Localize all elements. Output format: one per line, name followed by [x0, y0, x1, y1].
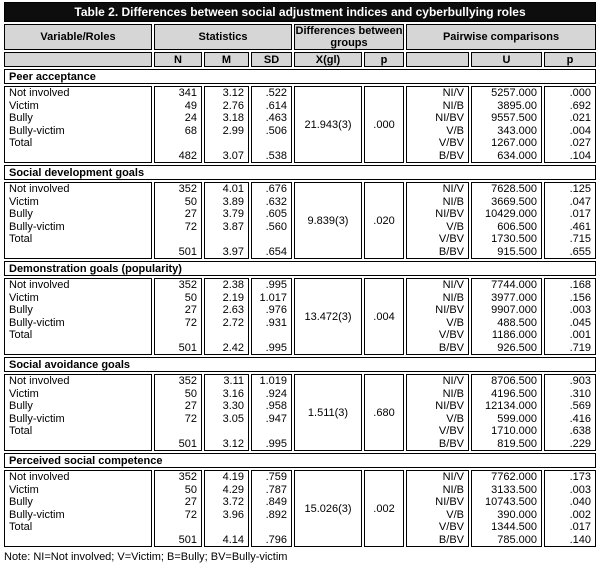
role-label: Bully [9, 208, 33, 220]
u-value: 7628.500 [491, 183, 537, 195]
pair-label: V/B [446, 316, 464, 329]
u-value: 5257.000 [491, 87, 537, 99]
m-value: 4.01 [222, 183, 244, 195]
subheader-blank-pairwise [406, 52, 469, 67]
m-value: 4.19 [222, 471, 244, 483]
u-value: 343.000 [497, 124, 537, 137]
sd-value: .787 [265, 483, 287, 496]
pair-p-value: .168 [569, 279, 592, 291]
u-value: 390.000 [497, 508, 537, 521]
m-value: 3.30 [222, 400, 244, 412]
m-value: 3.18 [222, 112, 244, 124]
pair-p-value: .003 [569, 483, 592, 496]
header-row-groups [4, 24, 596, 50]
section-data-row [4, 278, 596, 355]
n-value: 352 [178, 375, 197, 387]
pair-p-value: .017 [569, 521, 592, 533]
m-value: 4.29 [222, 483, 244, 496]
sd-value: .924 [265, 387, 287, 400]
roles-cell [4, 470, 152, 547]
p-cell: .020 [364, 182, 404, 259]
n-value: 352 [178, 183, 197, 195]
n-value [155, 137, 201, 150]
m-cell [204, 278, 249, 355]
sd-value: .995 [265, 279, 287, 291]
u-value: 7744.000 [491, 279, 537, 291]
n-cell [154, 86, 202, 163]
m-value: 3.12 [222, 437, 244, 450]
sd-value [252, 233, 291, 246]
sd-value: .463 [265, 112, 287, 124]
sd-cell [251, 86, 292, 163]
m-value: 3.07 [222, 149, 244, 162]
m-cell [204, 374, 249, 451]
sd-value: 1.019 [259, 375, 287, 387]
pair-p-value: .719 [569, 341, 592, 354]
subheader-n: N [154, 52, 202, 67]
pair-label: NI/BV [435, 304, 464, 316]
u-value: 606.500 [497, 220, 537, 233]
sd-cell [251, 374, 292, 451]
pair-p-value: .003 [569, 304, 592, 316]
u-value: 1267.000 [491, 137, 537, 149]
u-value: 488.500 [497, 316, 537, 329]
role-label: Total [9, 137, 33, 149]
pair-p-cell [544, 182, 596, 259]
sd-value: .931 [265, 316, 287, 329]
u-value: 3133.500 [491, 483, 537, 496]
pair-label: B/BV [438, 437, 464, 450]
subheader-sd: SD [251, 52, 292, 67]
pair-cell [406, 182, 469, 259]
role-label: Not involved [9, 183, 70, 195]
pair-p-value: .017 [569, 208, 592, 220]
role-label: Bully-victim [9, 124, 65, 137]
m-value: 2.76 [222, 99, 244, 112]
column-header-pairwise: Pairwise comparisons [406, 24, 596, 50]
pair-p-value: .310 [569, 387, 592, 400]
sd-cell [251, 470, 292, 547]
pair-p-value: .000 [569, 87, 592, 99]
n-value: 72 [184, 316, 197, 329]
pair-p-value: .715 [569, 233, 592, 245]
sd-cell [251, 278, 292, 355]
pair-p-cell [544, 86, 596, 163]
m-value: 3.72 [222, 496, 244, 508]
pair-label: NI/V [442, 375, 464, 387]
role-label [5, 342, 151, 355]
section-data-row [4, 374, 596, 451]
pair-p-value: .692 [569, 99, 592, 112]
n-value: 352 [178, 471, 197, 483]
role-label: Bully-victim [9, 412, 65, 425]
role-label: Total [9, 521, 33, 533]
n-value [155, 329, 201, 342]
n-value: 482 [178, 149, 197, 162]
pair-label: V/BV [438, 137, 464, 149]
pair-label: B/BV [438, 149, 464, 162]
subheader-p: p [364, 52, 404, 67]
roles-cell [4, 278, 152, 355]
section-header-row [4, 357, 596, 372]
role-label: Victim [9, 99, 39, 112]
u-value: 10429.000 [485, 208, 537, 220]
pair-label: NI/V [442, 87, 464, 99]
role-label: Victim [9, 483, 39, 496]
pair-cell [406, 278, 469, 355]
role-label [5, 246, 151, 259]
sd-value: .538 [265, 149, 287, 162]
m-value: 3.12 [222, 87, 244, 99]
section-header: Peer acceptance [4, 69, 596, 84]
pair-label: NI/V [442, 279, 464, 291]
table-title: Table 2. Differences between social adjustment indices and cyberbullying roles [4, 2, 596, 22]
xgl-cell: 9.839(3) [294, 182, 362, 259]
subheader-blank-roles [4, 52, 152, 67]
n-value [155, 521, 201, 534]
p-cell: .000 [364, 86, 404, 163]
pair-label: NI/B [442, 291, 464, 304]
n-value: 68 [184, 124, 197, 137]
subheader-p2: p [544, 52, 596, 67]
n-value [155, 233, 201, 246]
role-label: Total [9, 329, 33, 341]
pair-p-value: .125 [569, 183, 592, 195]
m-value [205, 233, 248, 246]
n-value: 352 [178, 279, 197, 291]
m-value: 2.42 [222, 341, 244, 354]
pair-cell [406, 374, 469, 451]
sd-value [252, 329, 291, 342]
m-value: 2.63 [222, 304, 244, 316]
xgl-cell: 21.943(3) [294, 86, 362, 163]
n-value: 50 [184, 387, 197, 400]
u-value: 9907.000 [491, 304, 537, 316]
results-table [2, 0, 598, 549]
m-cell [204, 86, 249, 163]
pair-p-value: .021 [569, 112, 592, 124]
xgl-cell: 13.472(3) [294, 278, 362, 355]
sd-value: .506 [265, 124, 287, 137]
pair-p-value: .638 [569, 425, 592, 437]
role-label: Bully [9, 400, 33, 412]
role-label: Not involved [9, 87, 70, 99]
sd-value [252, 521, 291, 534]
n-value: 27 [184, 496, 197, 508]
sd-value: .632 [265, 195, 287, 208]
n-cell [154, 278, 202, 355]
subheader-u: U [471, 52, 542, 67]
u-cell [471, 182, 542, 259]
n-value: 50 [184, 483, 197, 496]
m-value [205, 521, 248, 534]
u-value: 8706.500 [491, 375, 537, 387]
subheader-xgl: X(gl) [294, 52, 362, 67]
pair-p-value: .655 [569, 245, 592, 258]
pair-label: V/B [446, 412, 464, 425]
m-value: 2.19 [222, 291, 244, 304]
m-value: 2.99 [222, 124, 244, 137]
sd-value [252, 425, 291, 438]
p-cell: .680 [364, 374, 404, 451]
pair-p-value: .569 [569, 400, 592, 412]
u-value: 9557.500 [491, 112, 537, 124]
pair-label: V/BV [438, 521, 464, 533]
pair-label: B/BV [438, 533, 464, 546]
u-value: 12134.000 [485, 400, 537, 412]
m-cell [204, 470, 249, 547]
u-value: 915.500 [497, 245, 537, 258]
role-label: Bully [9, 112, 33, 124]
m-value: 3.16 [222, 387, 244, 400]
xgl-cell: 15.026(3) [294, 470, 362, 547]
u-value: 819.500 [497, 437, 537, 450]
n-value: 27 [184, 304, 197, 316]
pair-p-value: .004 [569, 124, 592, 137]
role-label: Victim [9, 387, 39, 400]
u-value: 1186.000 [491, 329, 537, 341]
n-value: 24 [184, 112, 197, 124]
sd-value [252, 137, 291, 150]
n-value: 50 [184, 291, 197, 304]
pair-label: NI/BV [435, 112, 464, 124]
n-value: 72 [184, 508, 197, 521]
n-value: 341 [178, 87, 197, 99]
title-row [4, 2, 596, 22]
section-data-row [4, 182, 596, 259]
m-value: 3.89 [222, 195, 244, 208]
n-value: 72 [184, 220, 197, 233]
sd-value: .995 [265, 341, 287, 354]
u-value: 3669.500 [491, 195, 537, 208]
m-value: 2.72 [222, 316, 244, 329]
sd-value: .947 [265, 412, 287, 425]
pair-p-value: .173 [569, 471, 592, 483]
pair-label: B/BV [438, 341, 464, 354]
section-header-row [4, 69, 596, 84]
n-value: 501 [178, 341, 197, 354]
pair-p-value: .903 [569, 375, 592, 387]
pair-p-cell [544, 374, 596, 451]
sd-value: .605 [265, 208, 287, 220]
pair-p-value: .461 [569, 220, 592, 233]
m-value: 2.38 [222, 279, 244, 291]
u-value: 634.000 [497, 149, 537, 162]
pair-label: V/BV [438, 329, 464, 341]
m-value: 3.05 [222, 412, 244, 425]
section-header-row [4, 261, 596, 276]
role-label: Bully-victim [9, 508, 65, 521]
section-header: Perceived social competence [4, 453, 596, 468]
sd-value: .892 [265, 508, 287, 521]
m-value: 3.87 [222, 220, 244, 233]
section-header: Social development goals [4, 165, 596, 180]
u-value: 3895.00 [497, 99, 537, 112]
section-header-row [4, 165, 596, 180]
role-label: Victim [9, 291, 39, 304]
m-value: 3.96 [222, 508, 244, 521]
header-row-sub [4, 52, 596, 67]
p-cell: .004 [364, 278, 404, 355]
u-value: 926.500 [497, 341, 537, 354]
m-value: 3.11 [223, 375, 244, 387]
roles-cell [4, 374, 152, 451]
role-label: Total [9, 233, 33, 245]
pair-label: V/B [446, 508, 464, 521]
m-value [205, 329, 248, 342]
u-value: 1730.500 [491, 233, 537, 245]
pair-p-value: .047 [569, 195, 592, 208]
sd-value: .560 [265, 220, 287, 233]
table-note: Note: NI=Not involved; V=Victim; B=Bully; BV=Bully-victim [4, 551, 288, 563]
roles-cell [4, 182, 152, 259]
pair-p-value: .027 [569, 137, 592, 149]
sd-value: .995 [265, 437, 287, 450]
pair-label: NI/BV [435, 208, 464, 220]
table-body [4, 2, 596, 547]
pair-label: NI/B [442, 99, 464, 112]
n-cell [154, 470, 202, 547]
pair-label: NI/BV [435, 400, 464, 412]
u-value: 3977.000 [491, 291, 537, 304]
role-label: Bully-victim [9, 220, 65, 233]
n-value: 501 [178, 245, 197, 258]
section-header: Social avoidance goals [4, 357, 596, 372]
pair-label: NI/B [442, 387, 464, 400]
u-value: 10743.500 [485, 496, 537, 508]
n-value: 27 [184, 208, 197, 220]
role-label: Total [9, 425, 33, 437]
sd-value: .654 [265, 245, 287, 258]
n-cell [154, 374, 202, 451]
roles-cell [4, 86, 152, 163]
u-value: 4196.500 [491, 387, 537, 400]
pair-p-cell [544, 470, 596, 547]
m-value [205, 425, 248, 438]
pair-p-value: .002 [569, 508, 592, 521]
pair-p-value: .104 [569, 149, 592, 162]
section-header-row [4, 453, 596, 468]
role-label [5, 150, 151, 163]
n-value: 501 [178, 533, 197, 546]
role-label: Bully [9, 304, 33, 316]
sd-value: .759 [265, 471, 287, 483]
sd-value: 1.017 [259, 291, 287, 304]
section-data-row [4, 86, 596, 163]
m-value [205, 137, 248, 150]
pair-label: V/B [446, 220, 464, 233]
sd-value: .796 [265, 533, 287, 546]
u-cell [471, 278, 542, 355]
pair-p-value: .140 [569, 533, 592, 546]
u-value: 599.000 [497, 412, 537, 425]
n-value: 50 [184, 195, 197, 208]
sd-value: .976 [265, 304, 287, 316]
pair-p-value: .156 [569, 291, 592, 304]
m-value: 4.14 [222, 533, 244, 546]
n-value: 49 [184, 99, 197, 112]
sd-value: .958 [265, 400, 287, 412]
p-cell: .002 [364, 470, 404, 547]
pair-label: NI/V [442, 183, 464, 195]
pair-p-cell [544, 278, 596, 355]
role-label: Victim [9, 195, 39, 208]
role-label [5, 534, 151, 547]
n-value: 27 [184, 400, 197, 412]
column-header-differences: Differences between groups [295, 25, 403, 49]
pair-p-value: .040 [569, 496, 592, 508]
pair-label: V/BV [438, 233, 464, 245]
column-header-statistics: Statistics [154, 24, 292, 50]
role-label: Bully-victim [9, 316, 65, 329]
role-label [5, 438, 151, 451]
n-value: 501 [178, 437, 197, 450]
u-value: 7762.000 [491, 471, 537, 483]
n-value: 72 [184, 412, 197, 425]
u-value: 1710.000 [491, 425, 537, 437]
role-label: Not involved [9, 279, 70, 291]
pair-label: V/BV [438, 425, 464, 437]
section-header: Demonstration goals (popularity) [4, 261, 596, 276]
m-value: 3.79 [222, 208, 244, 220]
m-value: 3.97 [222, 245, 244, 258]
pair-label: NI/BV [435, 496, 464, 508]
pair-cell [406, 470, 469, 547]
pair-cell [406, 86, 469, 163]
u-cell [471, 86, 542, 163]
sd-value: .522 [265, 87, 287, 99]
u-cell [471, 470, 542, 547]
u-value: 785.000 [497, 533, 537, 546]
section-data-row [4, 470, 596, 547]
sd-value: .676 [265, 183, 287, 195]
xgl-cell: 1.511(3) [294, 374, 362, 451]
sd-cell [251, 182, 292, 259]
pair-label: NI/B [442, 195, 464, 208]
pair-label: B/BV [438, 245, 464, 258]
n-cell [154, 182, 202, 259]
pair-label: V/B [446, 124, 464, 137]
pair-p-value: .416 [569, 412, 592, 425]
n-value [155, 425, 201, 438]
sd-value: .849 [265, 496, 287, 508]
pair-p-value: .045 [569, 316, 592, 329]
m-cell [204, 182, 249, 259]
sd-value: .614 [265, 99, 287, 112]
role-label: Not involved [9, 471, 70, 483]
role-label: Not involved [9, 375, 70, 387]
pair-label: NI/V [442, 471, 464, 483]
column-header-variable-roles: Variable/Roles [4, 24, 152, 50]
pair-label: NI/B [442, 483, 464, 496]
role-label: Bully [9, 496, 33, 508]
pair-p-value: .001 [569, 329, 592, 341]
pair-p-value: .229 [569, 437, 592, 450]
u-value: 1344.500 [491, 521, 537, 533]
u-cell [471, 374, 542, 451]
subheader-m: M [204, 52, 249, 67]
